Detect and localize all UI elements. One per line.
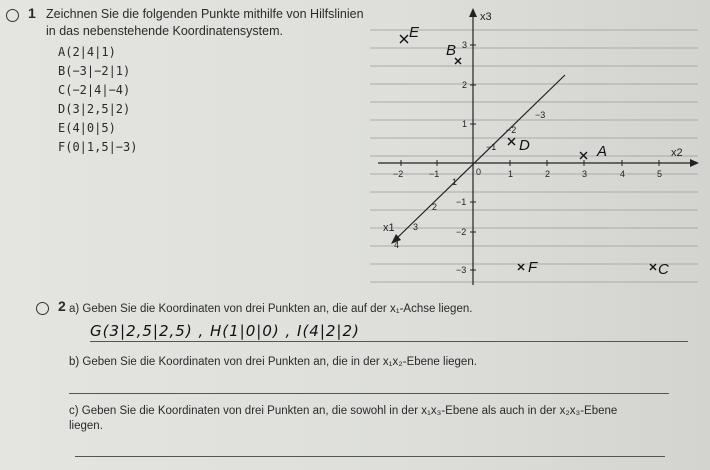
point-c: C(−2|4|−4) xyxy=(58,83,131,97)
x2-tick: 1 xyxy=(508,169,514,179)
x3-axis-label: x3 xyxy=(480,11,492,23)
task2a-answer: G(3|2,5|2,5) , H(1|0|0) , I(4|2|2) xyxy=(90,322,360,340)
x1-tick: 2 xyxy=(432,202,438,212)
mark-c-cross xyxy=(650,264,656,270)
task2-circle xyxy=(36,302,49,315)
mark-a-label: A xyxy=(597,143,608,160)
answer-line-b xyxy=(69,393,669,394)
mark-d-cross xyxy=(508,138,515,145)
x1-axis-label: x1 xyxy=(383,222,395,234)
x1-tick: −1 xyxy=(486,142,497,152)
x1-tick: 3 xyxy=(413,222,419,232)
x1-axis xyxy=(395,75,565,240)
task2c-text-cont: liegen. xyxy=(69,420,103,432)
x2-tick: 3 xyxy=(582,169,588,179)
mark-c-label: C xyxy=(658,261,669,278)
point-b: B(−3|−2|1) xyxy=(58,64,131,78)
x3-tick: −1 xyxy=(456,197,467,207)
task2a-text: a) Geben Sie die Koordinaten von drei Punkten an, die auf der x₁-Achse liegen. xyxy=(69,303,473,315)
answer-line-c xyxy=(75,456,665,457)
x2-tick: 4 xyxy=(620,169,626,179)
point-a: A(2|4|1) xyxy=(58,45,116,59)
x2-tick: −2 xyxy=(393,169,404,179)
origin-label: 0 xyxy=(476,167,482,177)
x2-tick: 5 xyxy=(657,169,663,179)
answer-line-a xyxy=(90,341,688,342)
x1-tick: 1 xyxy=(452,177,458,187)
task2-number: 2 xyxy=(58,298,66,314)
x3-tick: −2 xyxy=(456,227,467,237)
x1-tick: −2 xyxy=(506,125,517,135)
x3-tick: 3 xyxy=(462,40,468,50)
point-f: F(0|1,5|−3) xyxy=(58,140,138,154)
grid-lines xyxy=(370,30,698,282)
x1-tick: 4 xyxy=(394,240,400,250)
x2-tick: −1 xyxy=(429,169,440,179)
point-e: E(4|0|5) xyxy=(58,121,116,135)
mark-b-label: B xyxy=(446,42,457,59)
x2-axis-label: x2 xyxy=(671,147,683,159)
x3-tick: 2 xyxy=(462,80,468,90)
mark-f-label: F xyxy=(528,259,538,276)
task2b-text: b) Geben Sie die Koordinaten von drei Punkten an, die in der x₁x₂-Ebene liegen. xyxy=(69,356,477,368)
x3-arrow-icon xyxy=(469,8,477,17)
mark-d-label: D xyxy=(519,137,530,154)
x2-tick: 2 xyxy=(545,169,551,179)
x3-tick: 1 xyxy=(462,119,468,129)
x3-tick: −3 xyxy=(456,265,467,275)
x2-arrow-icon xyxy=(690,159,699,167)
task2c-text: c) Geben Sie die Koordinaten von drei Punkten an, die sowohl in der x₁x₃-Ebene als auch in der x₂x₃-Ebene xyxy=(69,405,618,417)
mark-a-cross xyxy=(580,152,587,159)
mark-f-cross xyxy=(518,264,524,270)
point-d: D(3|2,5|2) xyxy=(58,102,131,116)
mark-e-cross xyxy=(400,35,408,43)
task1-text: Zeichnen Sie die folgenden Punkte mithilfe von Hilfslinien in das nebenstehende Koordinatensystem. xyxy=(46,7,364,38)
task1-number: 1 xyxy=(28,5,36,21)
x1-tick: −3 xyxy=(535,110,546,120)
mark-e-label: E xyxy=(409,24,420,41)
